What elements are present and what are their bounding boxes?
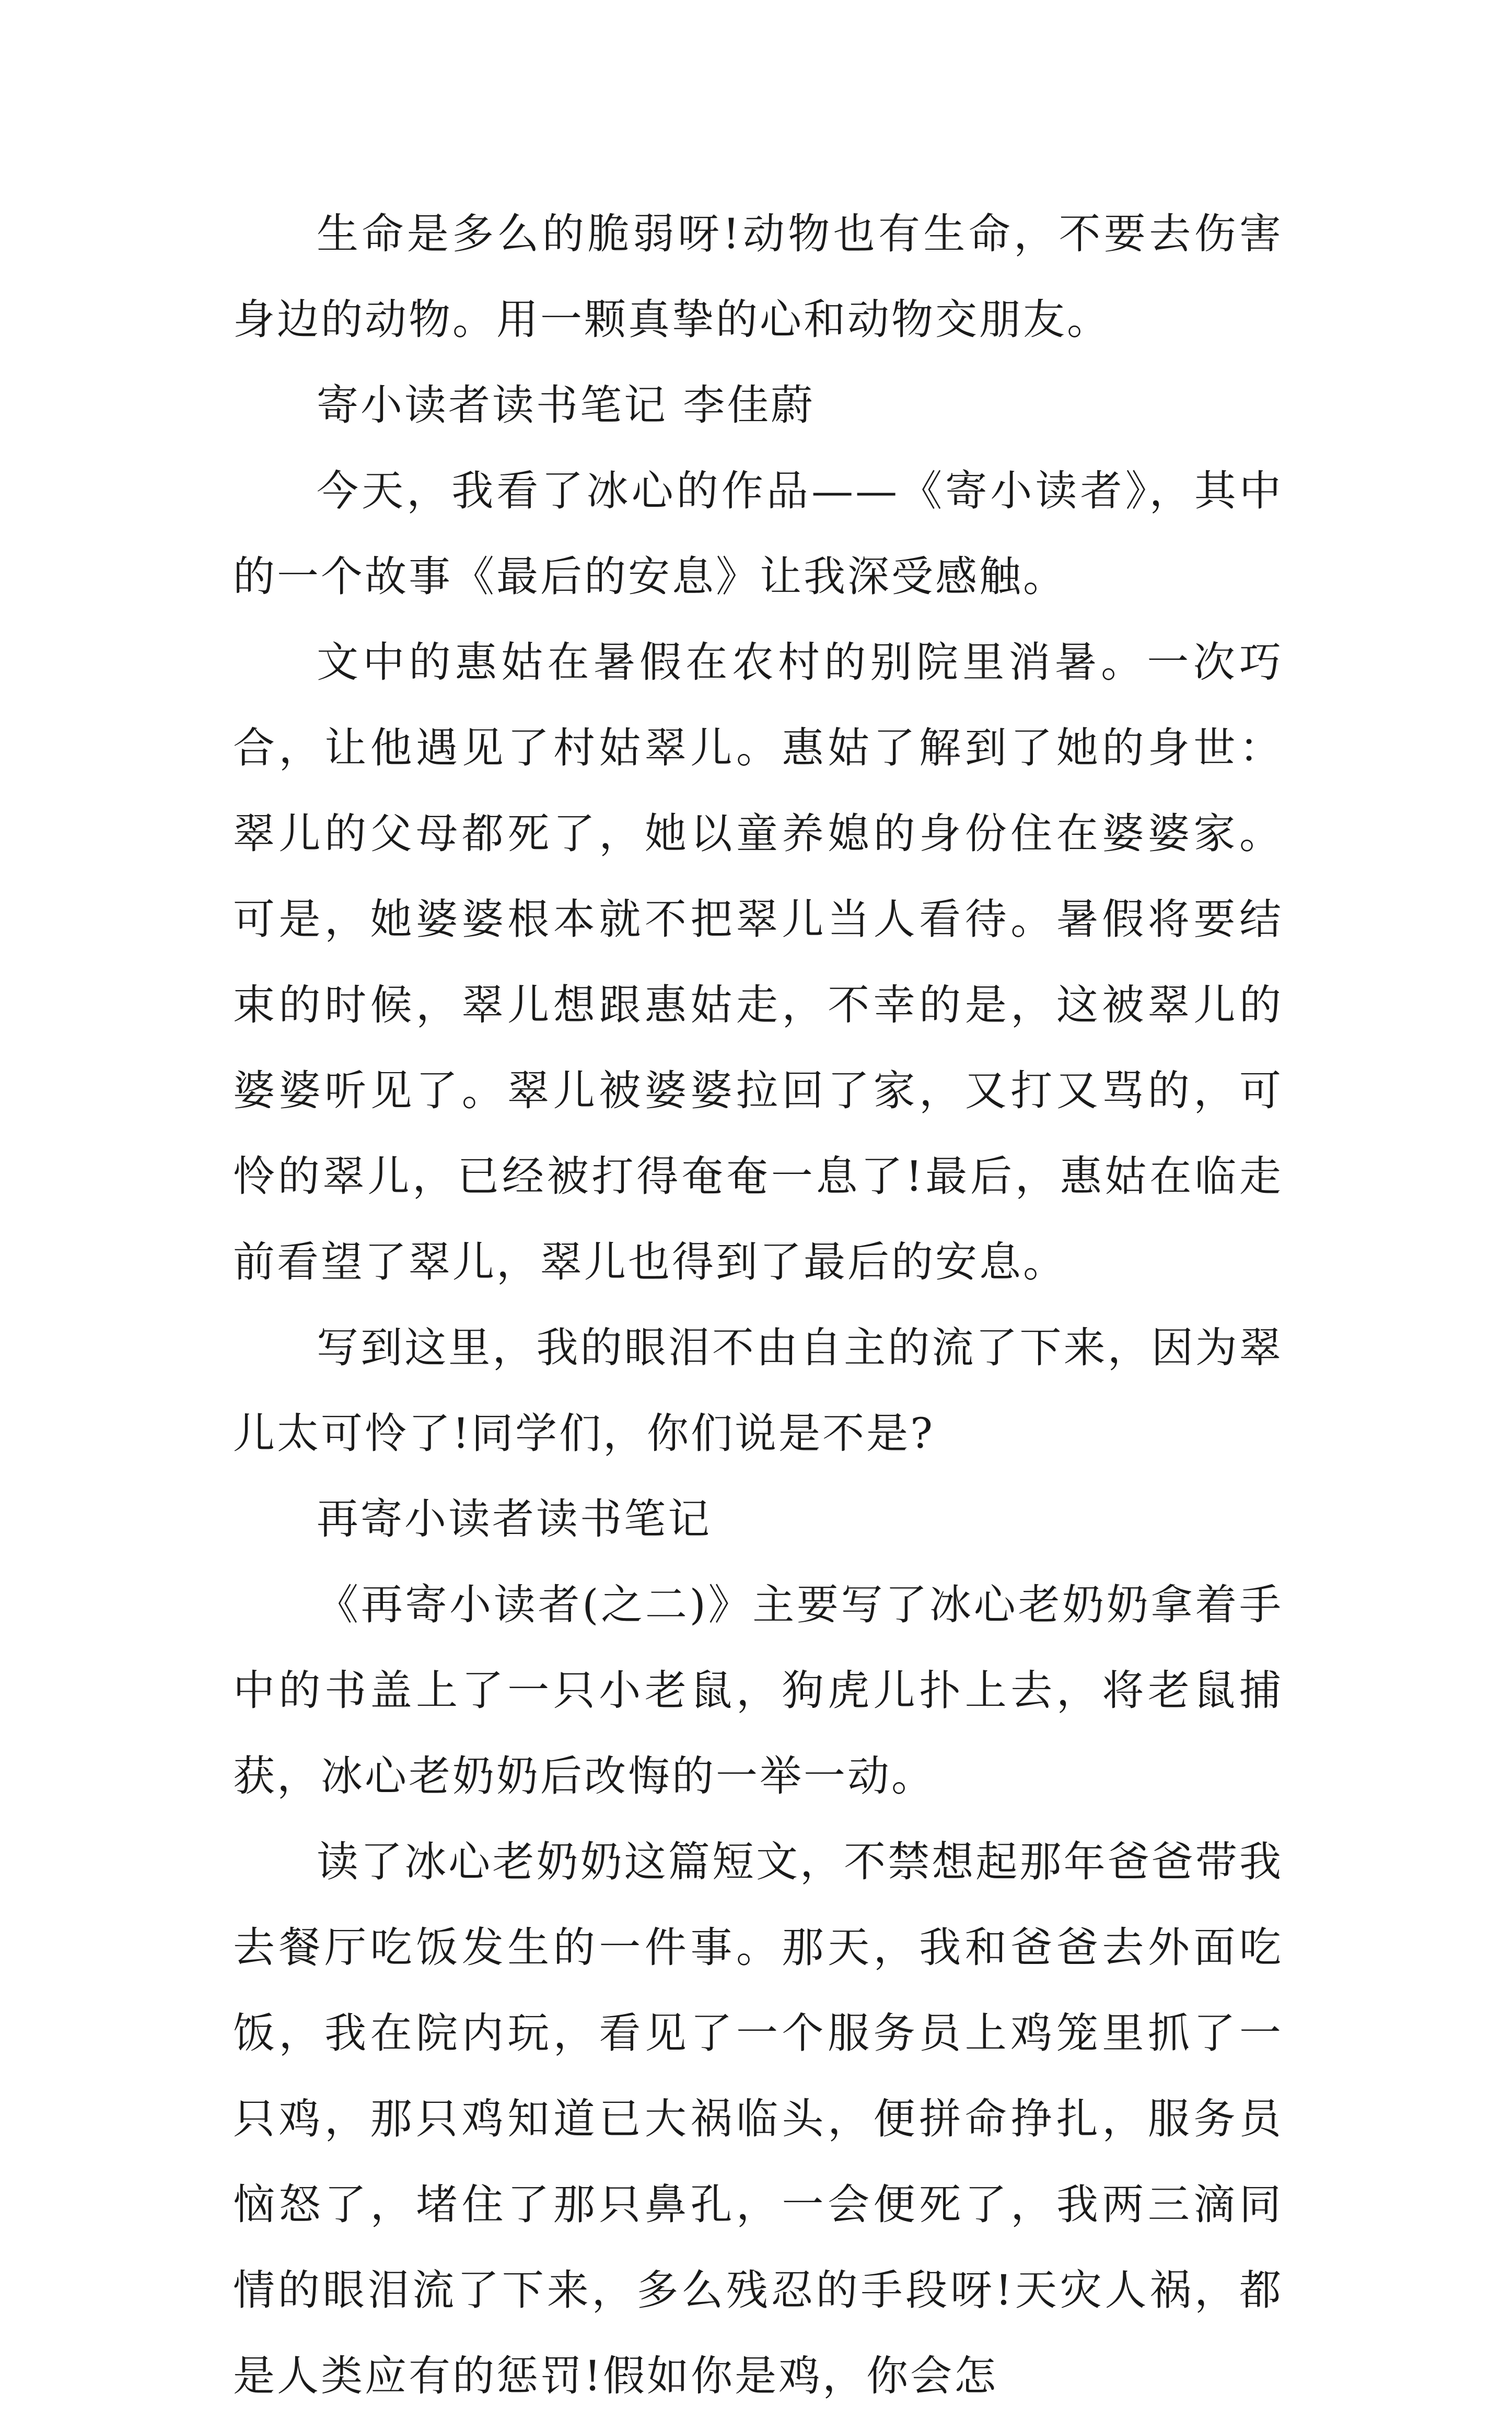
paragraph-tears: 写到这里，我的眼泪不由自主的流了下来，因为翠儿太可怜了!同学们，你们说是不是? xyxy=(233,1323,1283,1458)
heading-reading-notes-again: 再寄小读者读书笔记 xyxy=(317,1495,712,1543)
paragraph-story-huigu: 文中的惠姑在暑假在农村的别院里消暑。一次巧合，让他遇见了村姑翠儿。惠姑了解到了她的身世：翠儿的父母都死了，她以童养媳的身份住在婆婆家。可是，她婆婆根本就不把翠儿当人看待。暑假将要结束的时候，翠儿想跟惠姑走，不幸的是，这被翠儿的婆婆听见了。翠儿被婆婆拉回了家，又打又骂的，可怜的翠儿，已经被打得奄奄一息了!最后，惠姑在临走前看望了翠儿，翠儿也得到了最后的安息。 xyxy=(233,638,1283,1286)
document-body xyxy=(233,191,1283,2419)
paragraph-restaurant-story: 读了冰心老奶奶这篇短文，不禁想起那年爸爸带我去餐厅吃饭发生的一件事。那天，我和爸爸去外面吃饭，我在院内玩，看见了一个服务员上鸡笼里抓了一只鸡，那只鸡知道已大祸临头，便拼命挣扎，服务员恼怒了，堵住了那只鼻孔，一会便死了，我两三滴同情的眼泪流了下来，多么残忍的手段呀!天灾人祸，都是人类应有的惩罚!假如你是鸡，你会怎 xyxy=(233,1837,1283,2400)
heading-reading-notes-li-jiawei: 寄小读者读书笔记 李佳蔚 xyxy=(317,381,815,429)
paragraph-zaiji-summary: 《再寄小读者(之二)》主要写了冰心老奶奶拿着手中的书盖上了一只小老鼠，狗虎儿扑上去，将老鼠捕获，冰心老奶奶后改悔的一举一动。 xyxy=(233,1580,1283,1800)
paragraph-today-read: 今天，我看了冰心的作品——《寄小读者》，其中的一个故事《最后的安息》让我深受感触。 xyxy=(233,467,1283,601)
paragraph-animal-life: 生命是多么的脆弱呀!动物也有生命，不要去伤害身边的动物。用一颗真挚的心和动物交朋友。 xyxy=(233,210,1283,344)
